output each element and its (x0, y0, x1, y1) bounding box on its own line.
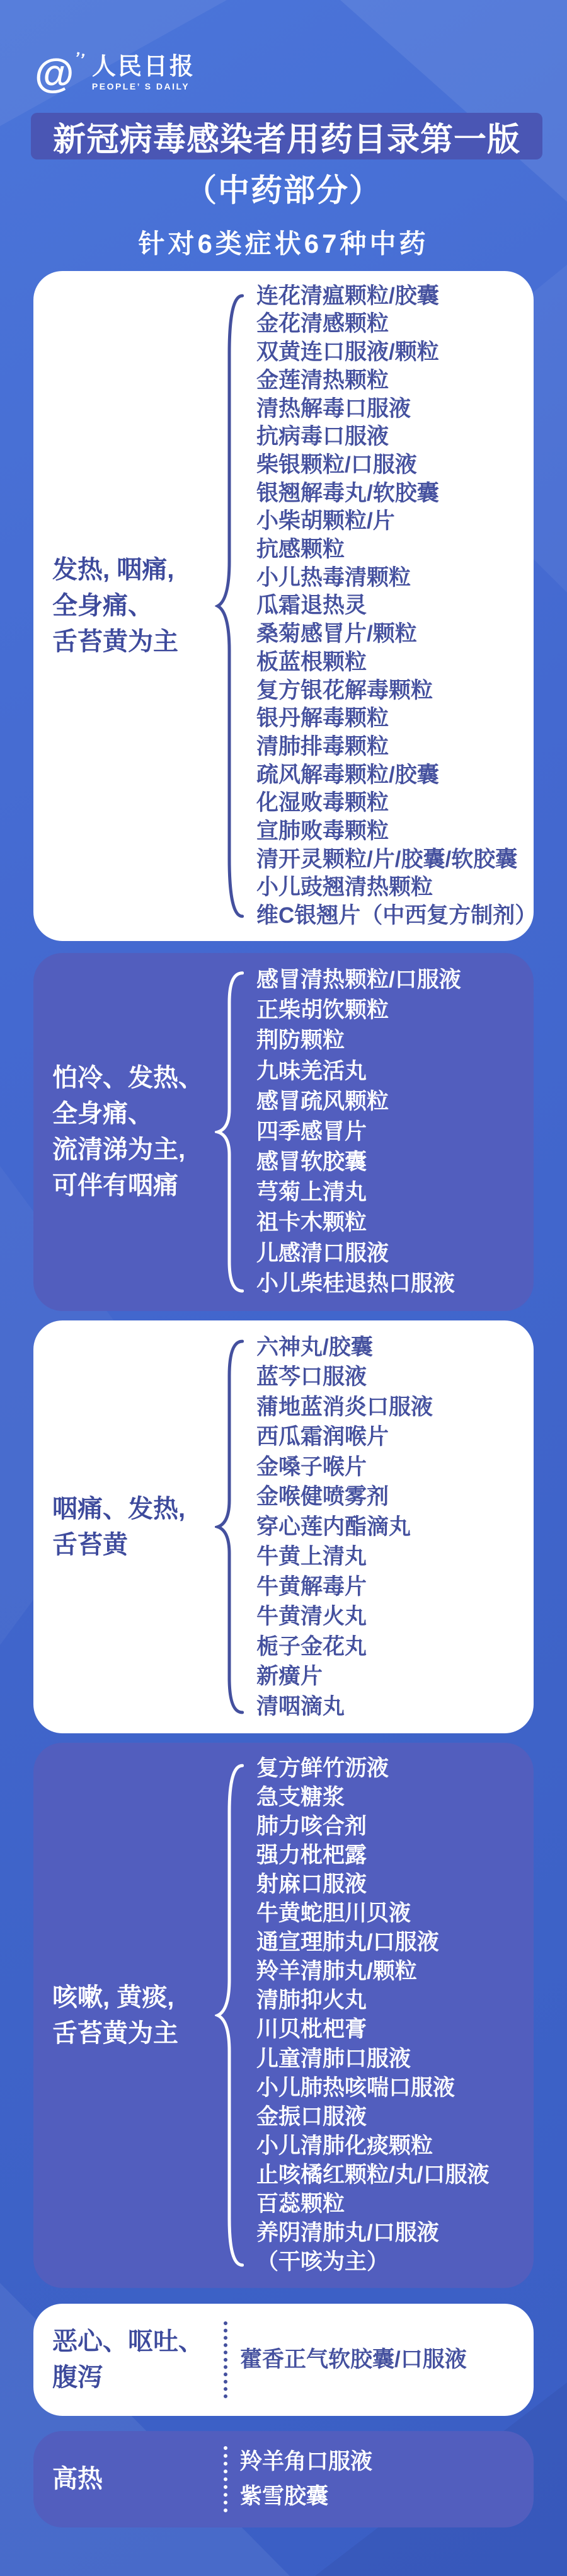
symptom-label-line: 发热, 咽痛, (52, 556, 175, 584)
medicine-item: 百蕊颗粒 (256, 2191, 345, 2216)
medicine-item: 化湿败毒颗粒 (256, 790, 389, 816)
symptom-label-line: 舌苔黄为主 (52, 627, 178, 656)
medicine-item: 银翘解毒丸/软胶囊 (256, 480, 439, 505)
medicine-list (256, 271, 537, 941)
symptom-label-line: 全身痛、 (52, 1100, 153, 1128)
page-tagline: 针对6类症状67种中药 (138, 229, 429, 258)
medicine-item: 强力枇杷露 (256, 1843, 367, 1868)
medicine-item: 新癀片 (256, 1664, 323, 1689)
symptom-label-line: 恶心、呕吐、 (52, 2328, 203, 2356)
medicine-item: 清肺排毒颗粒 (256, 734, 389, 759)
medicine-item: 蒲地蓝消炎口服液 (256, 1394, 433, 1419)
medicine-item: 牛黄上清丸 (256, 1544, 367, 1569)
symptom-card (33, 2431, 534, 2527)
medicine-item: 金莲清热颗粒 (256, 367, 389, 393)
medicine-item: 感冒疏风颗粒 (256, 1089, 389, 1114)
brace-icon (215, 953, 244, 1311)
symptom-label-line: 流清涕为主, (52, 1136, 186, 1164)
symptom-label (52, 552, 215, 659)
symptom-card (33, 953, 534, 1311)
medicine-item: 感冒清热颗粒/口服液 (256, 967, 461, 993)
medicine-item: 羚羊角口服液 (240, 2449, 373, 2475)
page-subtitle: （中药部分） (185, 173, 382, 208)
logo-en-name: PEOPLE’ S DAILY (91, 81, 190, 91)
medicine-item: 抗病毒口服液 (256, 424, 389, 449)
medicine-list (256, 1743, 518, 2288)
medicine-list (240, 2431, 518, 2527)
medicine-item: 复方鲜竹沥液 (256, 1756, 389, 1781)
symptom-label-line: 舌苔黄为主 (52, 2019, 178, 2047)
medicine-item: 清热解毒口服液 (256, 396, 411, 421)
medicine-item: 清开灵颗粒/片/胶囊/软胶囊 (256, 846, 518, 872)
medicine-item: 牛黄清火丸 (256, 1604, 367, 1629)
medicine-item: 桑菊感冒片/颗粒 (256, 621, 417, 647)
medicine-item: 疏风解毒颗粒/胶囊 (256, 762, 439, 787)
medicine-list (256, 953, 518, 1311)
medicine-item: 西瓜霜润喉片 (256, 1424, 389, 1449)
medicine-item: 银丹解毒颗粒 (256, 706, 389, 731)
medicine-item: 四季感冒片 (256, 1119, 367, 1144)
symptom-label (52, 1060, 215, 1203)
symptom-label-line: 怕冷、发热、 (52, 1064, 203, 1092)
symptom-label-line: 舌苔黄 (52, 1530, 128, 1559)
medicine-item: 感冒软胶囊 (256, 1150, 367, 1175)
medicine-item: 牛黄蛇胆川贝液 (256, 1901, 411, 1926)
medicine-item: 荆防颗粒 (256, 1028, 345, 1053)
symptom-label (52, 2324, 215, 2396)
medicine-item: 小儿肺热咳喘口服液 (256, 2075, 455, 2100)
peoples-daily-logo (35, 48, 195, 96)
symptom-label-line: 可伴有咽痛 (52, 1171, 178, 1199)
quote-marks-icon: ’’ (72, 48, 89, 69)
medicine-item: 止咳橘红颗粒/丸/口服液 (256, 2162, 490, 2187)
logo-cn-name: 人民日报 (91, 54, 195, 80)
symptom-label-line: 咳嗽, 黄痰, (52, 1983, 175, 2011)
medicine-item: 紫雪胶囊 (240, 2483, 329, 2509)
medicine-item: 栀子金花丸 (256, 1634, 367, 1659)
symptom-card (33, 1320, 534, 1733)
symptom-label-line: 全身痛、 (52, 592, 153, 620)
symptom-label (52, 1980, 215, 2052)
brace-icon (215, 1743, 244, 2288)
medicine-item: 清咽滴丸 (256, 1694, 345, 1719)
page-title: 新冠病毒感染者用药目录第一版 (52, 121, 520, 158)
medicine-item: 六神丸/胶囊 (256, 1334, 373, 1360)
symptom-card (33, 271, 537, 941)
medicine-item: 穿心莲内酯滴丸 (256, 1514, 411, 1539)
symptom-card (33, 2304, 534, 2416)
medicine-item: 小儿柴桂退热口服液 (256, 1271, 455, 1296)
symptom-label-line: 咽痛、发热, (52, 1494, 186, 1523)
medicine-item: 正柴胡饮颗粒 (256, 998, 389, 1023)
medicine-item: 牛黄解毒片 (256, 1574, 367, 1599)
medicine-item: 九味羌活丸 (256, 1058, 367, 1083)
medicine-item: 射麻口服液 (256, 1872, 367, 1897)
medicine-item: 复方银花解毒颗粒 (256, 678, 433, 703)
brace-icon (215, 1320, 244, 1733)
medicine-item: （干咳为主） (256, 2249, 389, 2274)
medicine-item: 小儿清肺化痰颗粒 (256, 2133, 433, 2158)
medicine-item: 肺力咳合剂 (256, 1814, 367, 1839)
medicine-item: 清肺抑火丸 (256, 1988, 367, 2013)
medicine-item: 双黄连口服液/颗粒 (256, 340, 439, 365)
medicine-item: 维C银翘片（中西复方制剂） (256, 903, 537, 928)
medicine-item: 通宣理肺丸/口服液 (256, 1930, 439, 1955)
medicine-item: 金嗓子喉片 (256, 1454, 367, 1479)
at-sign-icon: @ (35, 50, 74, 96)
medicine-item: 连花清瘟颗粒/胶囊 (256, 283, 439, 308)
medicine-list (240, 2304, 518, 2416)
medicine-item: 抗感颗粒 (256, 537, 345, 562)
medicine-item: 羚羊清肺丸/颗粒 (256, 1959, 417, 1984)
medicine-item: 川贝枇杷膏 (256, 2017, 367, 2042)
brace-icon (215, 271, 244, 941)
dotted-divider (224, 2446, 227, 2512)
medicine-item: 蓝芩口服液 (256, 1365, 367, 1389)
medicine-item: 小儿豉翘清热颗粒 (256, 875, 433, 900)
medicine-item: 板蓝根颗粒 (256, 649, 367, 674)
symptom-label-line: 高热 (52, 2465, 103, 2493)
title-banner (31, 113, 542, 159)
medicine-item: 金振口服液 (256, 2104, 367, 2129)
medicine-item: 小柴胡颗粒/片 (256, 509, 395, 534)
symptom-label (52, 1491, 215, 1563)
medicine-item: 金喉健喷雾剂 (256, 1484, 389, 1509)
medicine-item: 柴银颗粒/口服液 (256, 452, 417, 477)
medicine-item: 儿童清肺口服液 (256, 2046, 411, 2071)
medicine-item: 养阴清肺丸/口服液 (256, 2220, 439, 2245)
medicine-item: 祖卡木颗粒 (256, 1210, 367, 1235)
medicine-item: 瓜霜退热灵 (256, 593, 367, 618)
medicine-item: 金花清感颗粒 (256, 311, 389, 337)
medicine-item: 藿香正气软胶囊/口服液 (240, 2347, 467, 2372)
medicine-list (256, 1320, 518, 1733)
symptom-label-line: 腹泻 (52, 2364, 103, 2391)
medicine-item: 急支糖浆 (256, 1785, 345, 1810)
medicine-item: 芎菊上清丸 (256, 1180, 367, 1205)
symptom-label (52, 2461, 215, 2497)
medicine-item: 宣肺败毒颗粒 (256, 819, 389, 844)
dotted-divider (224, 2321, 227, 2398)
medicine-item: 小儿热毒清颗粒 (256, 565, 411, 590)
symptom-card (33, 1743, 534, 2288)
medicine-item: 儿感清口服液 (256, 1240, 389, 1266)
